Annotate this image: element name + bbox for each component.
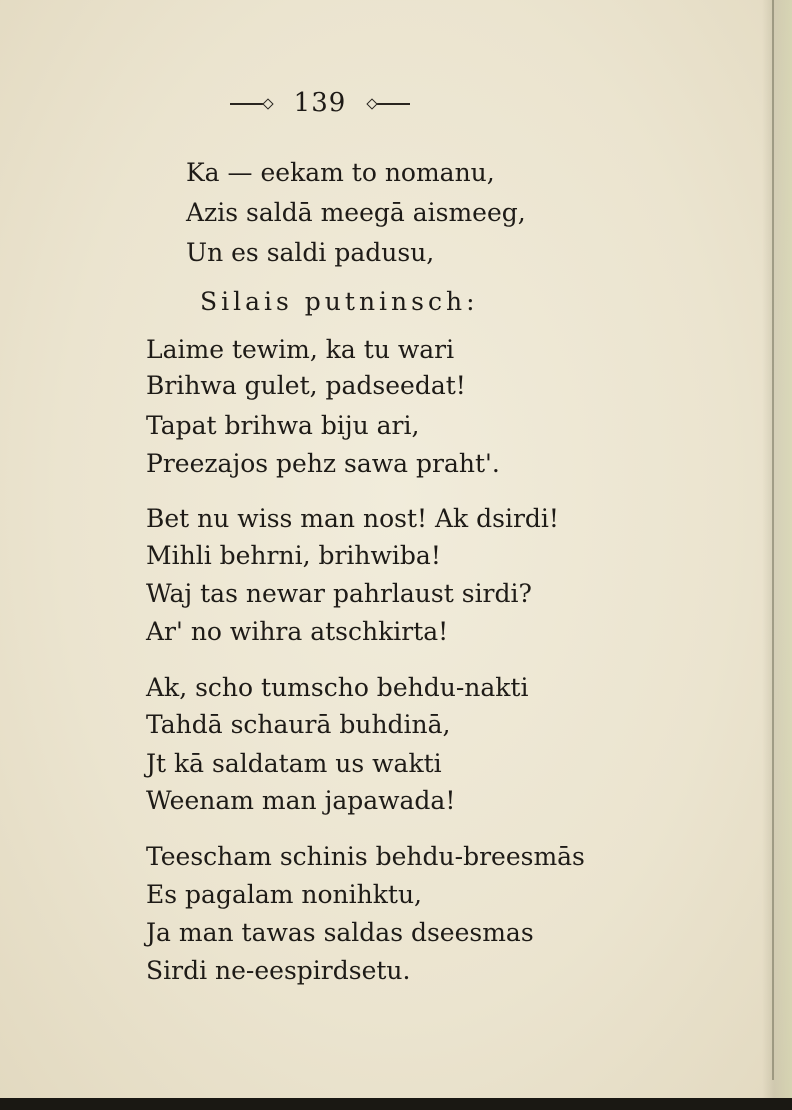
page-edge-shadow [762,0,792,1110]
poem-line: Waj tas newar pahrlaust sirdi? [146,579,532,608]
poem-line: Laime tewim, ka tu wari [146,335,455,364]
page-binding-line [772,0,774,1080]
page-header [0,88,640,118]
poem-line: Preezajos pehz sawa praht'. [146,449,500,478]
poem-line: Tapat brihwa biju ari, [146,411,420,440]
poem-line: Bet nu wiss man nost! Ak dsirdi! [146,504,559,533]
poem-line: Teescham schinis behdu-breesmās [146,842,585,871]
page-number: 139 [293,88,347,118]
poem-line: Un es saldi padusu, [186,238,435,267]
poem-line: Brihwa gulet, padseedat! [146,371,466,400]
poem-line: Azis saldā meegā aismeeg, [186,198,526,227]
speaker-label: Silais putninsch: [200,287,479,316]
poem-line: Ja man tawas saldas dseesmas [146,918,534,947]
poem-line: Sirdi ne-eespirdsetu. [146,956,411,985]
poem-line: Mihli behrni, brihwiba! [146,541,441,570]
poem-line: Ar' no wihra atschkirta! [146,617,449,646]
poem-line: Ka — eekam to nomanu, [186,158,495,187]
left-ornament-icon [230,103,270,105]
poem-line: Jt kā saldatam us wakti [146,749,442,778]
poem-line: Ak, scho tumscho behdu-nakti [146,673,529,702]
poem-line: Es pagalam nonihktu, [146,880,422,909]
poem-line: Tahdā schaurā buhdinā, [146,710,451,739]
scan-bottom-edge [0,1098,792,1110]
right-ornament-icon [370,103,410,105]
poem-line: Weenam man japawada! [146,786,456,815]
